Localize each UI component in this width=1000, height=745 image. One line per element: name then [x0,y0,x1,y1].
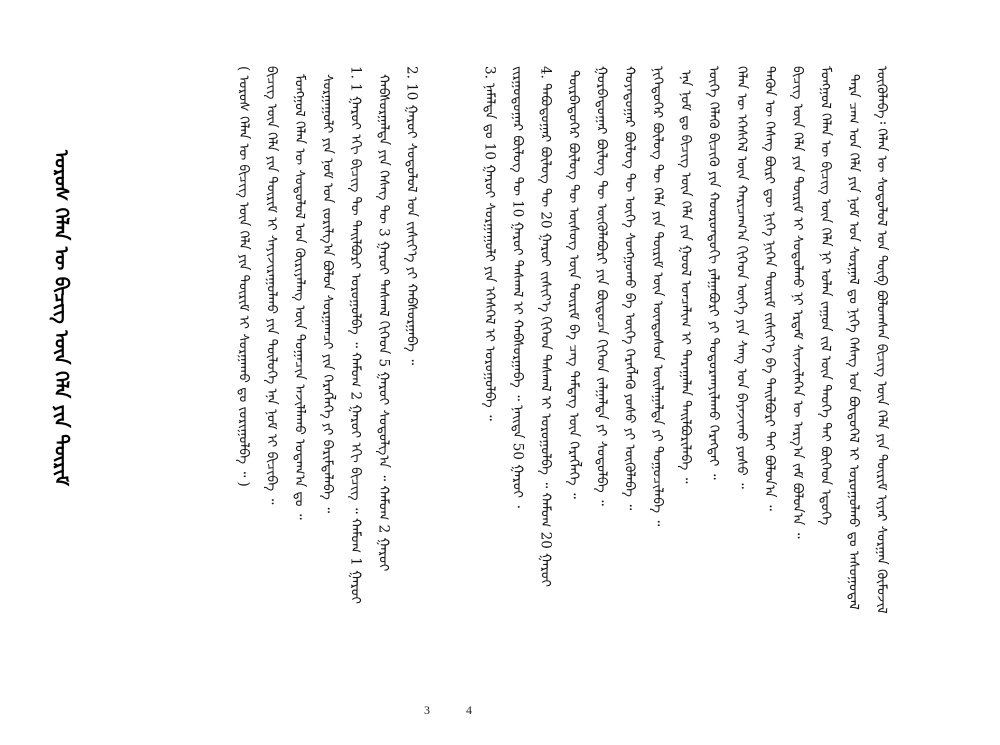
text-column-14: ᠵᠢᠷᠭᠤᠳᠤᠭᠠᠷ ᠪᠦᠯᠦᠭ ᠲᠦ 10 ᠭᠠᠷᠤᠢ ᠳᠠᠰᠭᠠᠯ ᠢ ᠬᠠᠪᠰᠤᠷᠭᠠᠪᠠ ᠃ ᠨᠡᠢᠲᠡ 50 ᠭᠠᠷᠤᠢ ᠂ [509,66,526,508]
text-column-22: ( ᠣᠷᠣᠰ ᠬᠡᠯᠡᠨ ᠦ ᠪᠢᠴᠢᠭ᠌ ᠦᠨ ᠬᠡᠯᠡ ᠶᠢᠨ ᠳᠦᠷᠢᠮ ᠢ ᠰᠤᠷᠭᠠᠬᠤ ᠳᠤ ᠵᠣᠷᠢᠭᠤᠯᠪᠠ ᠃ ) [235,66,252,487]
text-column-1: ᠥᠭᠦᠯᠡᠪᠡ᠄ ᠬᠡᠯᠡᠨ ᠦ ᠰᠤᠳᠤᠯᠤᠯ ᠤᠨ ᠲᠥᠪ ᠪᠤᠯᠤᠭᠰᠠᠨ ᠪᠢᠴᠢᠭ᠌ ᠦᠨ ᠬᠡᠯᠡ ᠶᠢᠨ ᠳᠦᠷᠢᠮ ᠢᠶᠡᠷ ᠰᠤᠷᠭᠠᠨ ᠬᠥᠮᠦᠵᠢᠯ [873,66,890,614]
text-column-6: ᠬᠡᠯᠡᠨ ᠦ ᠡᠭᠡᠰᠬᠡᠯ ᠦᠨ ᠬᠠᠷᠢᠴᠠᠭ᠎ᠠ ᠬᠢᠭᠡᠳ ᠦᠭᠡ ᠶᠢᠨ ᠰᠠᠩ ᠤᠨ ᠪᠠᠶᠠᠵᠢᠬᠤ ᠶᠣᠰᠣ ᠃ [733,66,750,489]
text-column-4: ᠪᠢᠴᠢᠭ᠌ ᠦᠨ ᠬᠡᠯᠡ ᠶᠢᠨ ᠳᠦᠷᠢᠮ ᠢ ᠰᠤᠳᠤᠯᠬᠤ ᠨᠢ ᠡᠷᠳᠡᠮ ᠰᠢᠨᠵᠢᠯᠡᠭᠡᠨ ᠦ ᠠᠷᠭ᠎ᠠ ᠵᠠᠮ ᠪᠣᠯᠤᠨ᠎ᠠ ᠃ [789,66,806,539]
text-column-7: ᠦᠭᠡ ᠬᠡᠯᠡᠬᠦ ᠪᠢᠴᠢᠬᠦ ᠶᠢᠨ ᠬᠣᠣᠷᠣᠨᠳᠤᠬᠢ ᠶᠠᠯᠭᠠᠪᠤᠷᠢ ᠶᠢ ᠲᠣᠳᠣᠷᠬᠠᠶᠢᠯᠠᠬᠤ ᠬᠡᠷᠡᠭᠲᠡᠢ ᠃ [705,66,722,480]
chapter-heading: ᠣᠷᠣᠰ ᠬᠡᠯᠡᠨ ᠦ ᠪᠢᠴᠢᠭ᠌ ᠦᠨ ᠬᠡᠯᠡ ᠶᠢᠨ ᠳᠦᠷᠢᠮ [50,150,72,486]
text-column-5: ᠲᠡᠭᠦᠨ ᠦ ᠬᠡᠰᠡᠭ ᠪᠦᠷᠢ ᠳᠦ ᠨᠢᠭᠡ ᠨᠢᠭᠡᠨ ᠳᠦᠷᠢᠮ ᠵᠢᠱᠢᠶ᠎ᠡ ᠪᠠ ᠲᠠᠢᠯᠪᠤᠷᠢ ᠲᠠᠢ ᠪᠣᠯᠤᠨ᠎ᠠ ᠃ [761,66,778,511]
text-column-19: ᠰᠤᠷᠭᠠᠭᠤᠯᠢ ᠶᠢᠨ ᠨᠣᠮ ᠤᠨ ᠵᠣᠷᠢᠯᠭ᠎ᠠ ᠪᠣᠯᠤᠨ ᠰᠤᠷᠭᠠᠭᠴᠢ ᠶᠢᠨ ᠬᠡᠷᠡᠭᠯᠡᠭᠡ ᠶᠢ ᠪᠠᠷᠢᠮᠲᠠᠯᠠᠪᠠ ᠃ [319,74,336,514]
text-column-16: 2. 10 ᠭᠠᠷᠤᠢ ᠰᠤᠳᠤᠯᠤᠯ ᠤᠨ ᠵᠢᠱᠢᠶ᠎ᠡ ᠶᠢ ᠬᠠᠪᠰᠤᠷᠭᠠᠪᠠ ᠃ [403,66,420,366]
text-column-11: ᠭᠤᠷᠪᠠᠳᠤᠭᠠᠷ ᠪᠦᠯᠦᠭ ᠲᠦ ᠥᠭᠦᠯᠡᠪᠦᠷᠢ ᠶᠢᠨ ᠪᠦᠲᠦᠴᠡ ᠬᠢᠭᠡᠳ ᠵᠠᠯᠭᠠᠯᠲᠠ ᠶᠢ ᠰᠤᠳᠤᠯᠪᠠ ᠃ [593,66,610,506]
text-column-17: ᠬᠠᠪᠰᠤᠷᠭᠠᠯᠲᠠ ᠶᠢᠨ ᠬᠡᠰᠡᠭ ᠲᠦ 3 ᠭᠠᠷᠤᠢ ᠳᠠᠰᠭᠠᠯ ᠬᠢᠭᠡᠳ 5 ᠭᠠᠷᠤᠢ ᠰᠤᠳᠤᠯᠭ᠎ᠠ ᠃ ᠬᠠᠮᠤᠭ 2 ᠭᠠᠷᠤᠢ [375,74,392,572]
text-column-2: ᠲᠡᠷᠡ ᠴᠠᠭ ᠤᠨ ᠬᠡᠯᠡ ᠶᠢᠨ ᠨᠣᠮ ᠤᠨ ᠰᠤᠷᠭᠠᠯ ᠳᠤ ᠨᠢᠭᠡ ᠬᠡᠰᠡᠭ ᠤᠨ ᠪᠦᠲᠦᠭᠡᠯ ᠢ ᠤᠷᠤᠭᠤᠯᠬᠤ ᠳᠤ ᠠᠰᠤᠭᠤᠳᠠᠯ [845,74,862,610]
page-number-right: 4 [466,703,472,717]
text-column-12: ᠳᠥᠷᠪᠡᠳᠦᠭᠡᠷ ᠪᠦᠯᠦᠭ ᠲᠦ ᠦᠰᠦᠭ ᠦᠨ ᠳᠦᠷᠢᠮ ᠪᠠ ᠴᠡᠭ ᠲᠡᠮᠳᠡᠭ ᠦᠨ ᠬᠡᠷᠡᠭᠯᠡᠭᠡ ᠃ [565,70,582,499]
text-column-10: ᠬᠣᠶᠠᠳᠤᠭᠠᠷ ᠪᠦᠯᠦᠭ ᠲᠦ ᠦᠭᠡ ᠰᠣᠩᠭᠣᠬᠤ ᠪᠠ ᠦᠭᠡ ᠬᠡᠷᠡᠭᠯᠡᠬᠦ ᠶᠣᠰᠣ ᠶᠢ ᠥᠭᠦᠯᠡᠪᠡ ᠃ [621,66,638,511]
page-number-left: 3 [424,703,430,717]
text-column-21: ᠪᠢᠴᠢᠭ᠌ ᠦᠨ ᠬᠡᠯᠡ ᠶᠢᠨ ᠳᠦᠷᠢᠮ ᠢ ᠰᠠᠶᠢᠵᠢᠷᠠᠭᠤᠯᠬᠤ ᠶᠢᠨ ᠲᠥᠯᠦᠭᠡ ᠡᠨᠡ ᠨᠣᠮ ᠢ ᠪᠢᠴᠢᠪᠡ ᠃ [263,66,280,505]
text-column-8: ᠡᠨᠡ ᠨᠣᠮ ᠳᠤ ᠪᠢᠴᠢᠭ᠌ ᠦᠨ ᠬᠡᠯᠡ ᠶᠢᠨ ᠭᠤᠤᠯ ᠣᠨᠴᠠᠯᠢᠭ ᠢ ᠳᠠᠷᠠᠭᠠᠯᠠᠨ ᠲᠠᠢᠯᠪᠤᠷᠢᠯᠠᠪᠠ ᠃ [677,70,694,484]
text-column-15: 3. ᠨᠡᠮᠡᠯᠲᠡ ᠳᠤ 10 ᠭᠠᠷᠤᠢ ᠰᠤᠷᠭᠠᠭᠤᠯᠢ ᠶᠢᠨ ᠡᠭᠡᠰᠬᠡᠯ ᠢ ᠣᠷᠤᠭᠤᠯᠪᠠ ᠃ [481,66,498,421]
text-column-20: ᠮᠣᠩᠭᠣᠯ ᠬᠡᠯᠡᠨ ᠦ ᠰᠤᠳᠤᠯᠤᠯ ᠤᠨ ᠬᠦᠷᠢᠶᠡᠯᠡᠩ ᠦᠨ ᠲᠣᠭᠠᠴᠢᠨ ᠠᠵᠢᠯᠯᠠᠬᠤ ᠤᠳᠠᠭ᠎ᠠ ᠳᠤ ᠃ [291,74,308,520]
text-column-3: ᠮᠣᠩᠭᠣᠯ ᠬᠡᠯᠡᠨ ᠦ ᠪᠢᠴᠢᠭ᠌ ᠦᠨ ᠬᠡᠯᠡ ᠨᠢ ᠣᠯᠠᠨ ᠵᠠᠭᠤᠨ ᠵᠢᠯ ᠦᠨ ᠲᠡᠦᠬᠡ ᠲᠡᠢ ᠪᠥᠭᠡᠳ ᠡᠳᠦᠭᠡ [817,66,834,526]
text-column-9: ᠨᠢᠭᠡᠳᠦᠭᠡᠷ ᠪᠦᠯᠦᠭ ᠲᠦ ᠬᠡᠯᠡ ᠶᠢᠨ ᠳᠦᠷᠢᠮ ᠦᠨ ᠦᠨᠳᠦᠰᠦᠨ ᠣᠢᠯᠠᠭᠠᠯᠲᠠ ᠶᠢ ᠲᠣᠭᠤᠴᠢᠯᠠᠪᠠ ᠃ [649,66,666,527]
text-column-13: 4. ᠲᠠᠪᠤᠳᠤᠭᠠᠷ ᠪᠦᠯᠦᠭ ᠲᠦ 20 ᠭᠠᠷᠤᠢ ᠵᠢᠱᠢᠶ᠎ᠡ ᠬᠢᠭᠡᠳ ᠳᠠᠰᠭᠠᠯ ᠢ ᠣᠷᠤᠭᠤᠯᠪᠠ ᠃ ᠬᠠᠮᠤᠭ 20 ᠭᠠᠷᠤᠢ [537,66,554,587]
text-column-18: 1. 1 ᠭᠠᠷᠤᠢ ᠡᠬᠢ ᠪᠢᠴᠢᠭ᠌ ᠲᠦ ᠲᠠᠢᠯᠪᠤᠷᠢ ᠣᠷᠤᠭᠤᠯᠪᠠ ᠃ ᠬᠠᠮᠤᠭ 2 ᠭᠠᠷᠤᠢ ᠡᠬᠢ ᠪᠢᠴᠢᠭ᠌ ᠃ ᠬᠠᠮᠤᠭ 1 ᠭᠠᠷᠤᠢ [347,66,364,604]
